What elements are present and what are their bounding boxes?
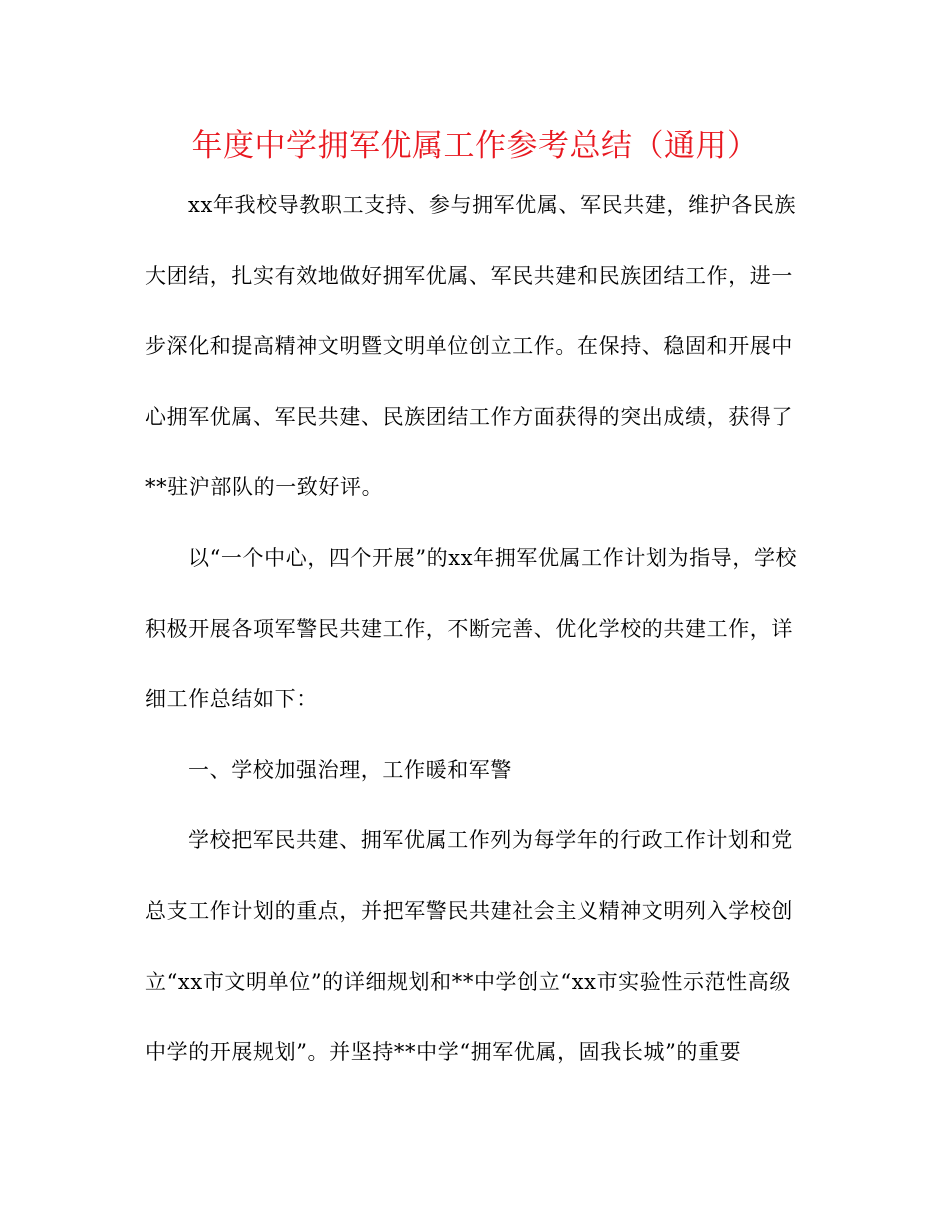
section-heading-1: 一、学校加强治理，工作暖和军警 [188,757,512,782]
document-title: 年度中学拥军优属工作参考总结（通用） [191,128,759,164]
document-body [145,170,809,1088]
paragraph-2: 以“一个中心，四个开展”的xx年拥军优属工作计划为指导，学校积极开展各项军警民共建工作，不断完善、优化学校的共建工作，详细工作总结如下： [145,545,798,712]
paragraph-3: 学校把军民共建、拥军优属工作列为每学年的行政工作计划和党总支工作计划的重点，并把军警民共建社会主义精神文明列入学校创立“xx市文明单位”的详细规划和**中学创立“xx市实验性示范性高级中学的开展规划”。并坚持**中学“拥军优属，固我长城”的重要 [145,828,793,1065]
paragraph-1: xx年我校导教职工支持、参与拥军优属、军民共建，维护各民族大团结，扎实有效地做好拥军优属、军民共建和民族团结工作，进一步深化和提高精神文明暨文明单位创立工作。在保持、稳固和开展中心拥军优属、军民共建、民族团结工作方面获得的突出成绩，获得了**驻沪部队的一致好评。 [145,193,797,500]
